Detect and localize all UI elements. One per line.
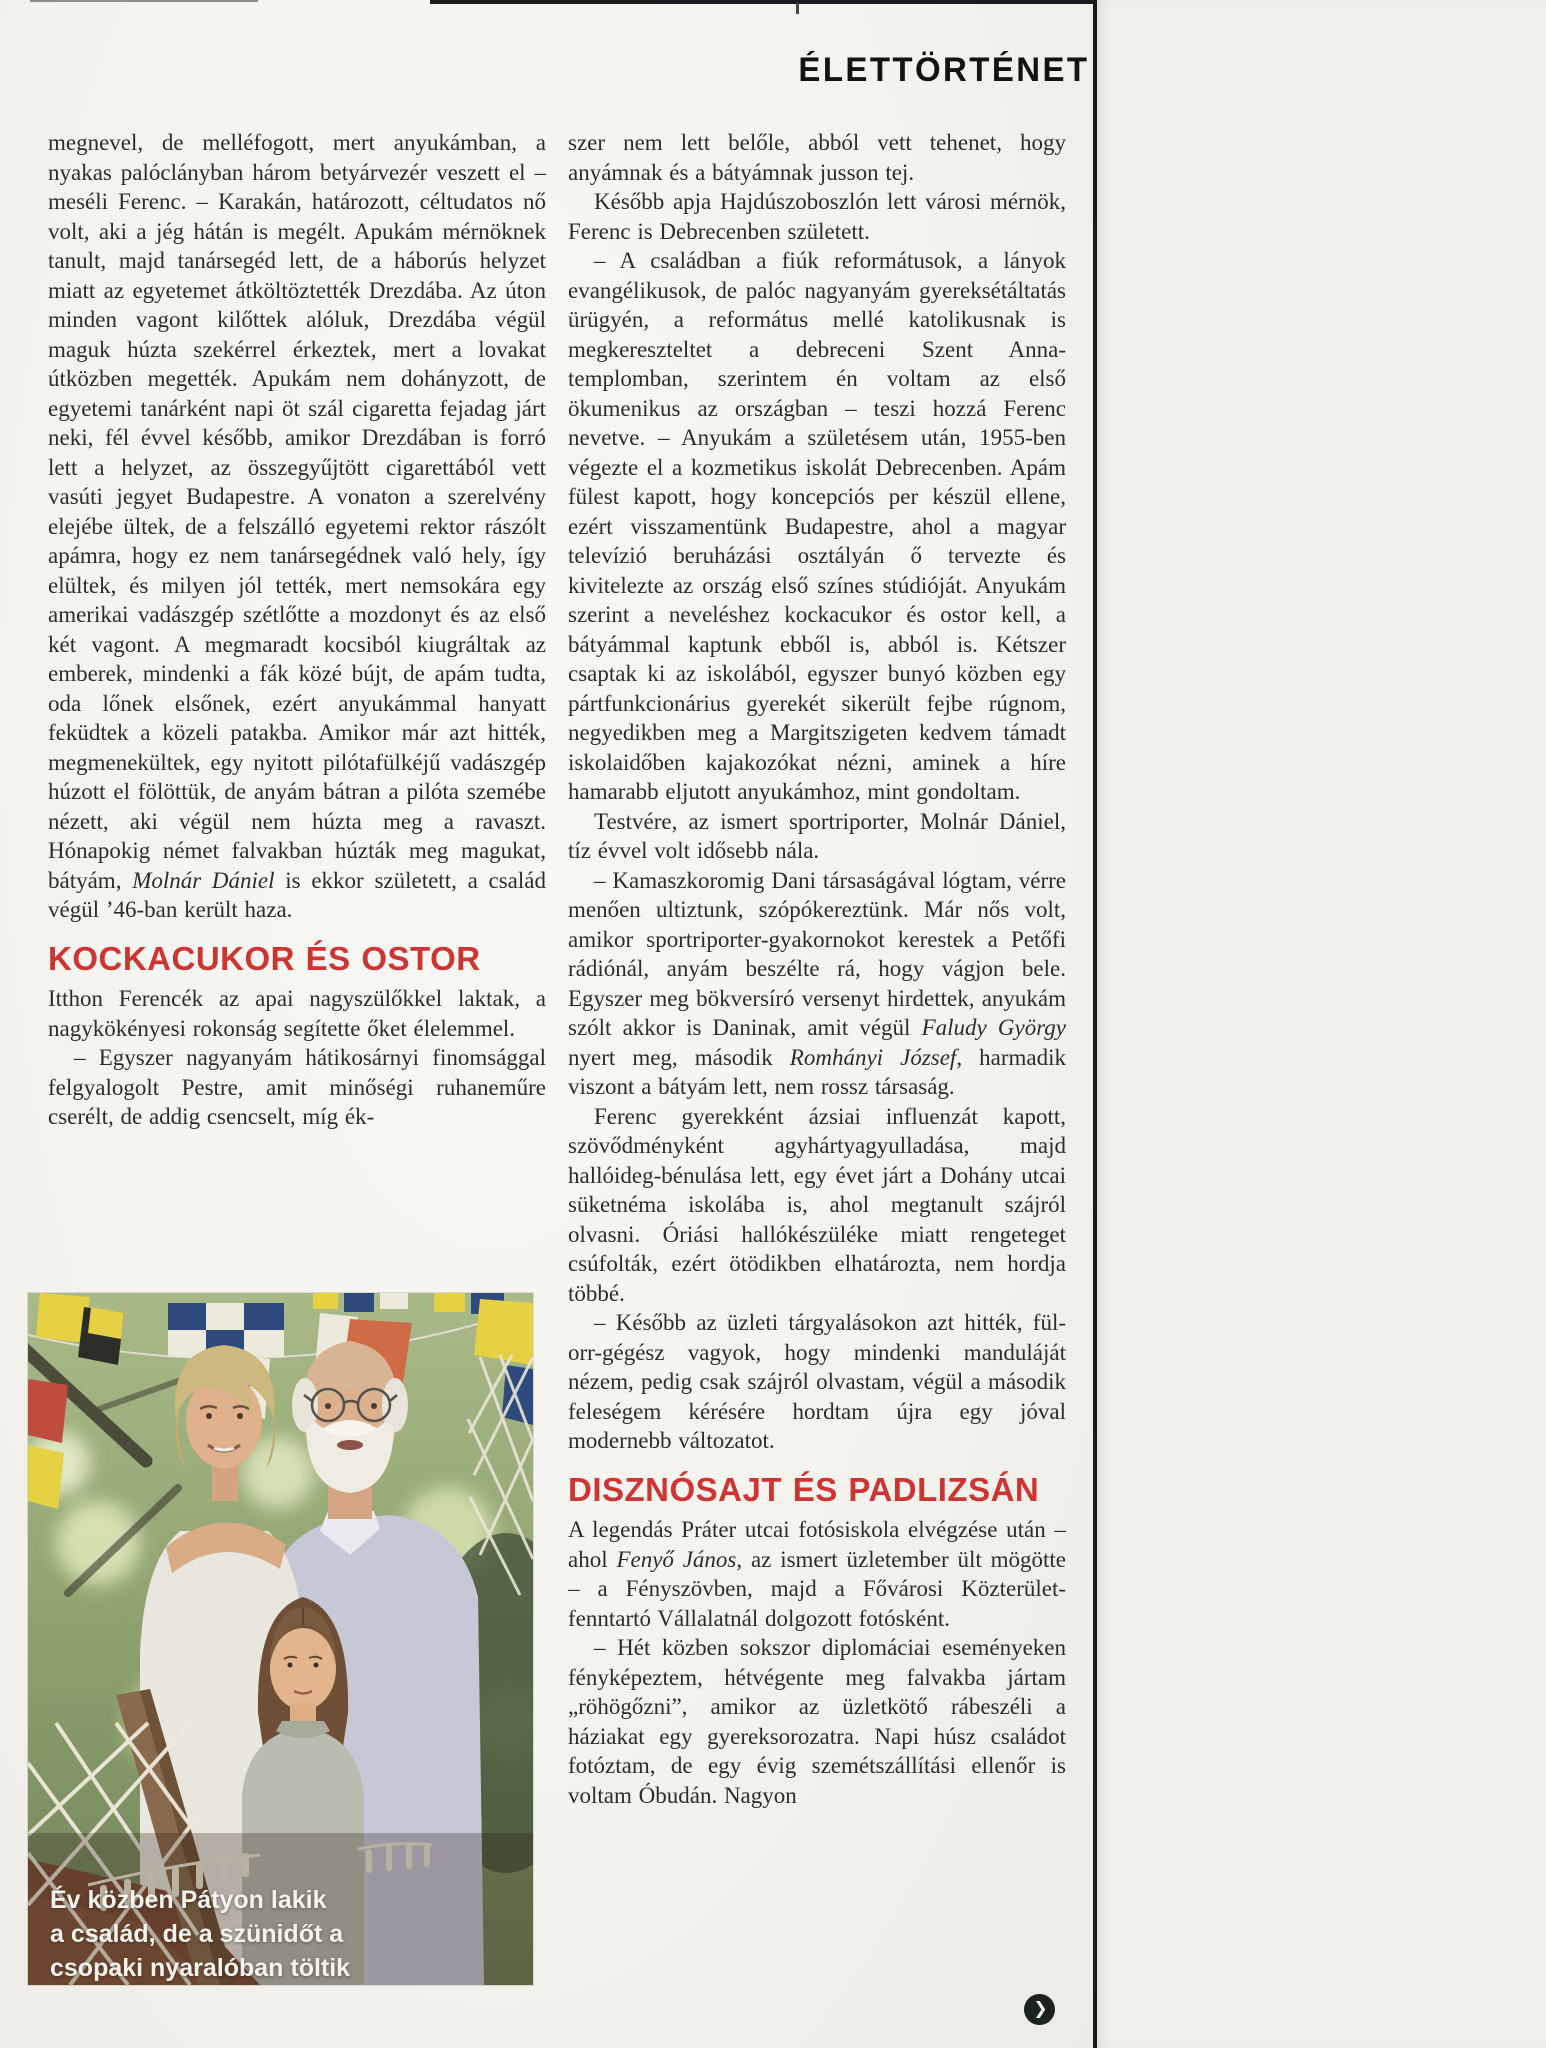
body-paragraph: – Kamaszkoromig Dani társaságával lógtam, vérre menően ultiztunk, szópókereztünk. Már nős volt, amikor sportriporter-gyakornokot kerestek a Petőfi rádiónál, anyám beszélte rá, hogy vágjon bele. Egyszer meg bökversíró versenyt hirdettek, anyukám szólt akkor is Daninak, amit végül Faludy György nyert meg, második Romhányi József, harmadik viszont a bátyám lett, nem rossz társaság. bbox=[568, 867, 1067, 1099]
page-right-margin bbox=[1097, 0, 1546, 2048]
section-heading: KOCKACUKOR ÉS OSTOR bbox=[48, 939, 481, 977]
chevron-right-icon: ❯ bbox=[1033, 1999, 1048, 2019]
body-paragraph: – Később az üzleti tárgyalásokon azt hitték, fül-orr-gégész vagyok, hogy mindenki manduláját nézem, pedig csak szájról olvastam, végül a második feleségem kérésére hordtam újra egy jóval modernebb változatot. bbox=[568, 1310, 1066, 1453]
photo-caption-line: a család, de a szünidőt a bbox=[50, 1920, 344, 1948]
body-paragraph: Később apja Hajdúszoboszlón lett városi mérnök, Ferenc is Debrecenben született. bbox=[568, 189, 1066, 244]
body-paragraph: szer nem lett belőle, abból vett tehenet, hogy anyámnak és a bátyámnak jusson tej. bbox=[568, 130, 1066, 185]
next-page-button[interactable] bbox=[1024, 1994, 1055, 2025]
family-photo bbox=[28, 1293, 533, 1985]
body-paragraph: – Hét közben sokszor diplomáciai eseményeken fényképeztem, hétvégente meg falvakba jártam „röhögőzni”, amikor az üzletkötő rábeszéli a háziakat egy gyereksorozatra. Napi húsz családot fotóztam, de egy évig szemétszállítási ellenőr is voltam Óbudán. Nagyon bbox=[568, 1635, 1066, 1808]
body-paragraph: – Egyszer nagyanyám hátikosárnyi finomsággal felgyalogolt Pestre, amit minőségi ruhaneműre cserélt, de addig csencselt, míg ék- bbox=[48, 1045, 546, 1130]
page-fold-rule bbox=[1093, 0, 1097, 2048]
top-rule-left-segment bbox=[30, 0, 258, 2]
photo-caption-line: Év közben Pátyon lakik bbox=[50, 1886, 327, 1914]
body-paragraph: A legendás Práter utcai fotósiskola elvégzése után – ahol Fenyő János, az ismert üzletember ült mögötte – a Fényszövben, majd a Fővárosi Közterület-fenntartó Vállalatnál dolgozott fotósként. bbox=[568, 1517, 1066, 1631]
page-title: ÉLETTÖRTÉNET bbox=[798, 51, 1090, 89]
top-rule bbox=[430, 0, 1095, 4]
left-column bbox=[48, 128, 546, 1132]
section-heading: DISZNÓSAJT ÉS PADLIZSÁN bbox=[568, 1470, 1040, 1508]
right-column bbox=[568, 128, 1066, 1810]
body-paragraph: – A családban a fiúk reformátusok, a lányok evangélikusok, de palóc nagyanyám gyereksétáltatás ürügyén, a református mellé katolikusnak is megkereszteltet a debreceni Szent Anna-templomban, szerintem én voltam az első ökumenikus az országban – teszi hozzá Ferenc nevetve. – Anyukám a születésem után, 1955-ben végezte el a kozmetikus iskolát Debrecenben. Apám fülest kapott, hogy koncepciós per készül ellene, ezért visszamentünk Budapestre, ahol a magyar televízió beruházási osztályán ő tervezte és kivitelezte az ország első színes stúdióját. Anyukám szerint a neveléshez kockacukor és ostor kell, a bátyámmal kaptunk ebből is, abból is. Kétszer csaptak ki az iskolából, egyszer bunyó közben egy pártfunkcionárius gyerekét sikerült fejbe rúgnom, negyedikben meg a Margitszigeten kedvem támadt iskolaidőben kajakozókat nézni, aminek a híre hamarabb eljutott anyukámhoz, mint gondoltam. bbox=[568, 248, 1066, 804]
photo-caption bbox=[50, 1883, 380, 1985]
family-photo-illustration bbox=[28, 1293, 533, 1985]
body-paragraph: Itthon Ferencék az apai nagyszülőkkel laktak, a nagykökényesi rokonság segítette őket élelemmel. bbox=[48, 986, 546, 1041]
photo-caption-line: csopaki nyaralóban töltik bbox=[50, 1954, 351, 1982]
top-rule-tick bbox=[796, 3, 799, 14]
body-paragraph: Ferenc gyerekként ázsiai influenzát kapott, szövődményként agyhártyagyulladása, majd hallóideg-bénulása lett, egy évet járt a Dohány utcai süketnéma iskolába is, ahol megtanult szájról olvasni. Óriási hallókészüléke miatt rengeteget csúfolták, ezért ötödikben elhatározta, nem hordja többé. bbox=[568, 1103, 1066, 1306]
body-paragraph: Testvére, az ismert sportriporter, Molnár Dániel, tíz évvel volt idősebb nála. bbox=[568, 808, 1066, 863]
body-paragraph: megnevel, de melléfogott, mert anyukámban, a nyakas palóclányban három betyárvezér veszett el – meséli Ferenc. – Karakán, határozott, céltudatos nő volt, aki a jég hátán is megélt. Apukám mérnöknek tanult, majd tanársegéd lett, de a háborús helyzet miatt az egyetemet átköltöztették Drezdába. Az úton minden vagont kilőttek alóluk, Drezdába végül maguk húzta szekérrel érkeztek, mert a lovakat útközben megették. Apukám nem dohányzott, de egyetemi tanárként napi öt szál cigaretta fejadag járt neki, fél évvel később, amikor Drezdában is forró lett a helyzet, az összegyűjtött cigarettából vett vasúti jegyet Budapestre. A vonaton a szerelvény elejébe ültek, de a felszálló egyetemi rektor rászólt apámra, hogy ez nem tanársegédnek való hely, így elültek, és milyen jól tették, mert nemsokára egy amerikai vadászgép szétlőtte a mozdonyt és az első két vagont. A megmaradt kocsiból kiugráltak az emberek, mindenki a fák közé bújt, de apám tudta, oda lőnek elsőnek, ezért anyukámmal hanyatt feküdtek a közeli patakba. Amikor már azt hitték, megmenekültek, egy nyitott pilótafülkéjű vadászgép húzott el fölöttük, de anyám bátran a pilóta szemébe nézett, aki végül nem húzta meg a ravaszt. Hónapokig német falvakban húzták meg magukat, bátyám, Molnár Dániel is ekkor született, a család végül ’46-ban került haza. bbox=[48, 130, 546, 922]
